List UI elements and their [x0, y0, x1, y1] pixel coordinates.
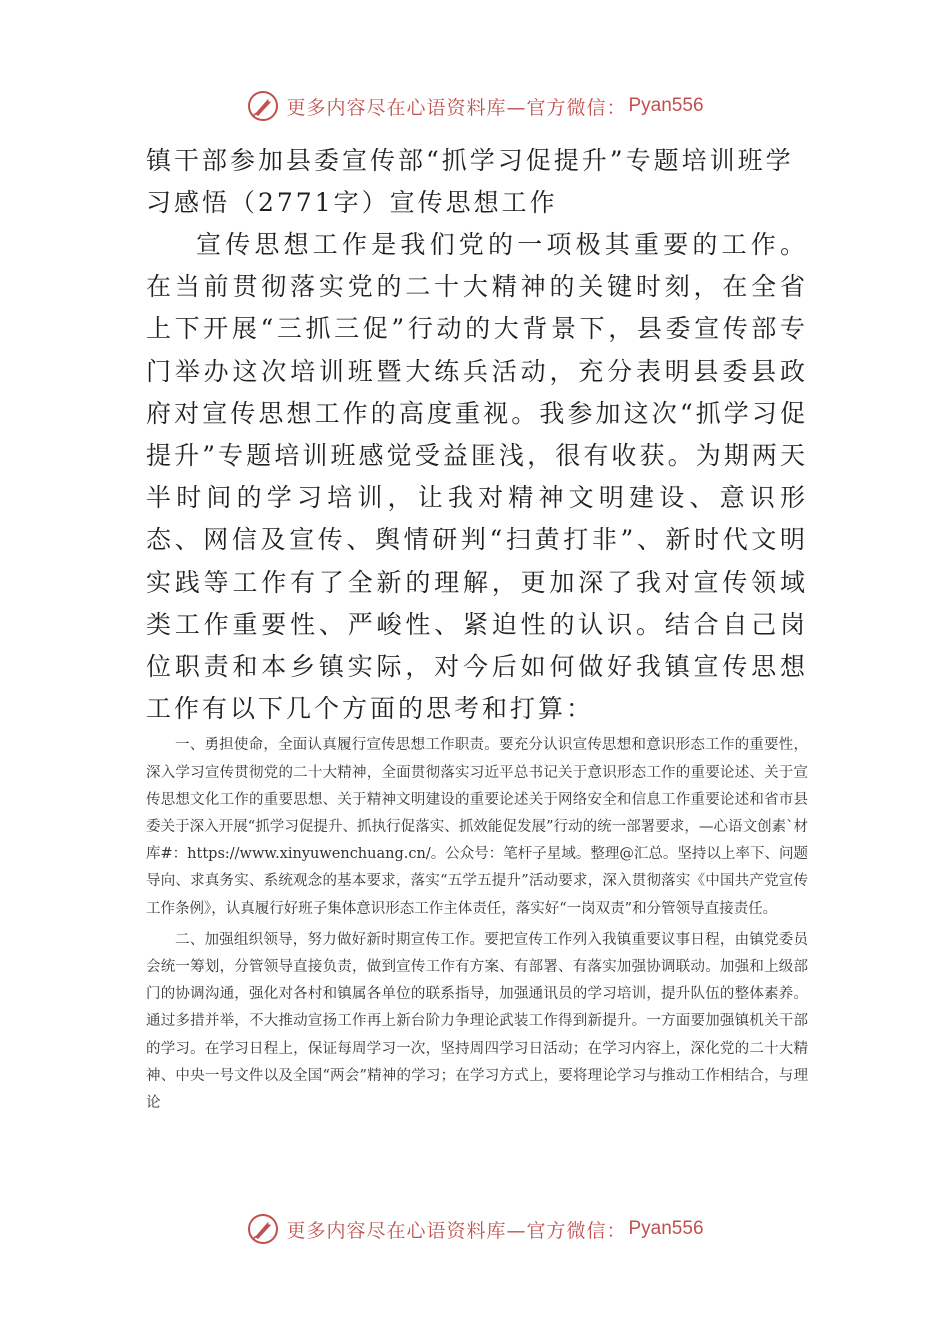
watermark-text: 更多内容尽在心语资料库—官方微信： — [286, 1219, 627, 1242]
watermark-wechat-id: Pyan556 — [628, 1218, 704, 1239]
watermark-banner-bottom — [0, 1209, 950, 1249]
watermark-text: 更多内容尽在心语资料库—官方微信： — [286, 96, 627, 119]
pen-nib-logo-icon — [246, 1212, 280, 1246]
intro-paragraph: 宣传思想工作是我们党的一项极其重要的工作。在当前贯彻落实党的二十大精神的关键时刻，在全省上下开展“三抓三促”行动的大背景下，县委宣传部专门举办这次培训班暨大练兵活动，充分表明县委县政府对宣传思想工作的高度重视。我参加这次“抓学习促提升”专题培训班感觉受益匪浅，很有收获。为期两天半时间的学习培训，让我对精神文明建设、意识形态、网信及宣传、舆情研判“扫黄打非”、新时代文明实践等工作有了全新的理解，更加深了我对宣传领域类工作重要性、严峻性、紧迫性的认识。结合自己岗位职责和本乡镇实际，对今后如何做好我镇宣传思想工作有以下几个方面的思考和打算： — [146, 230, 808, 724]
section-one-paragraph: 一、勇担使命，全面认真履行宣传思想工作职责。要充分认识宣传思想和意识形态工作的重要性，深入学习宣传贯彻党的二十大精神，全面贯彻落实习近平总书记关于意识形态工作的重要论述、关于宣传思想文化工作的重要思想、关于精神文明建设的重要论述关于网络安全和信息工作重要论述和省市县委关于深入开展“抓学习促提升、抓执行促落实、抓效能促发展”行动的统一部署要求，—心语文创素`材库#：https://www.xinyuwenchuang.cn/。公众号：笔杆子星域。整理@汇总。坚持以上率下、问题导向、求真务实、系统观念的基本要求，落实“五学五提升”活动要求，深入贯彻落实《中国共产党宣传工作条例》，认真履行好班子集体意识形态工作主体责任，落实好“一岗双责”和分管领导直接责任。 — [146, 737, 808, 917]
document-title: 镇干部参加县委宣传部“抓学习促提升”专题培训班学习感悟（2771字）宣传思想工作 — [146, 146, 794, 217]
document-body — [146, 140, 808, 1117]
watermark-banner-top — [0, 86, 950, 126]
watermark-wechat-id: Pyan556 — [628, 95, 704, 116]
section-two-paragraph: 二、加强组织领导，努力做好新时期宣传工作。要把宣传工作列入我镇重要议事日程，由镇党委员会统一筹划，分管领导直接负责，做到宣传工作有方案、有部署、有落实加强协调联动。加强和上级部门的协调沟通，强化对各村和镇属各单位的联系指导，加强通讯员的学习培训，提升队伍的整体素养。通过多措并举，不大推动宣扬工作再上新台阶力争理论武装工作得到新提升。一方面要加强镇机关干部的学习。在学习日程上，保证每周学习一次，坚持周四学习日活动；在学习内容上，深化党的二十大精神、中央一号文件以及全国“两会”精神的学习；在学习方式上，要将理论学习与推动工作相结合，与理论 — [146, 931, 808, 1112]
pen-nib-logo-icon — [246, 89, 280, 123]
